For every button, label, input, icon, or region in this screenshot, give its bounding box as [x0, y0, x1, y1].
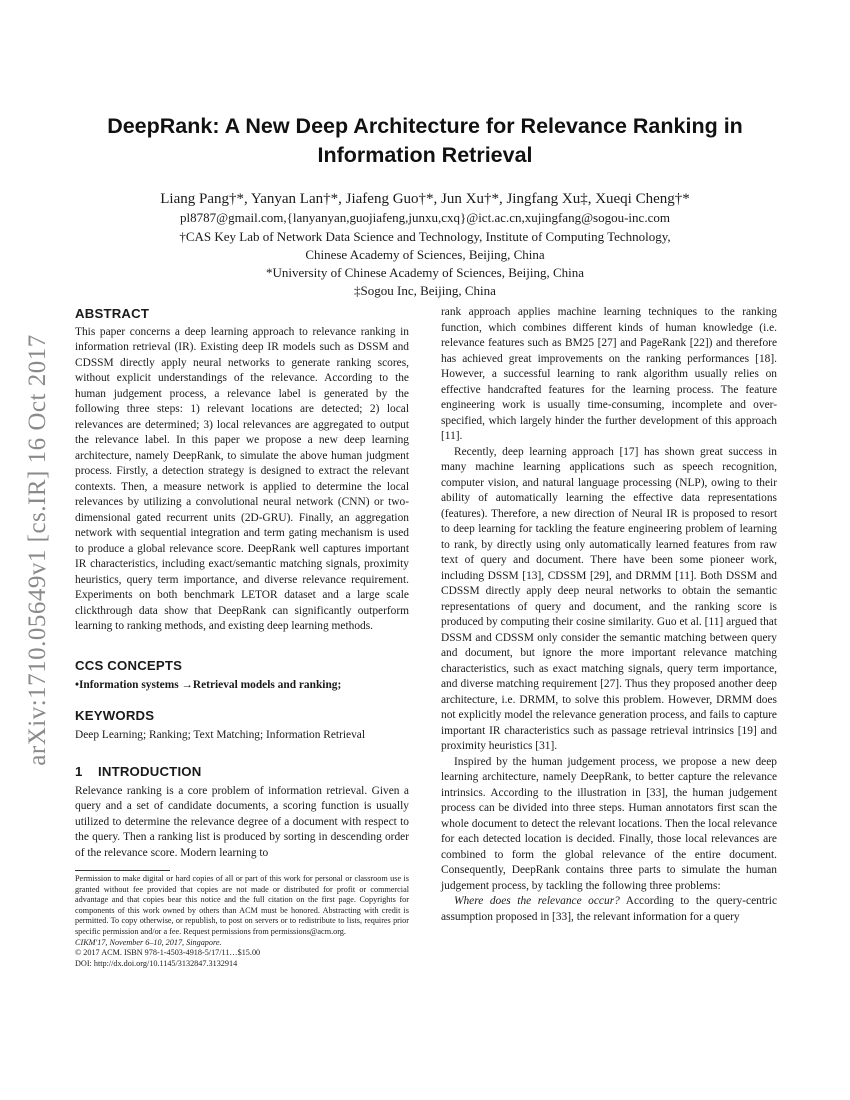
keywords-text: Deep Learning; Ranking; Text Matching; Information Retrieval [75, 728, 366, 741]
intro-paragraph-3: Inspired by the human judgement process, we propose a new deep learning architecture, namely DeepRank, to better capture the relevance intrinsics. According to the illustration in [33], the human judgement process can be divided into three steps. Human annotators first scan the whole document to detect the relevant locations. Then the local relevance for each detected location is decided. Finally, those local relevances are combined to form the global relevance of the entire document. Consequently, DeepRank contains three parts to simulate the human judgement process, by tackling the following three problems: [441, 755, 777, 892]
ccs-section [75, 658, 409, 693]
author-emails: pl8787@gmail.com,{lanyanyan,guojiafeng,junxu,cxq}@ict.ac.cn,xujingfang@sogou-inc.com [180, 210, 670, 225]
keywords-section [75, 708, 409, 743]
arxiv-sidebar-stamp [24, 300, 51, 800]
author-list: Liang Pang†*, Yanyan Lan†*, Jiafeng Guo†*, Jun Xu†*, Jingfang Xu‡, Xueqi Cheng†* [160, 191, 690, 207]
abstract-heading: ABSTRACT [75, 306, 150, 321]
introduction-heading: 1 INTRODUCTION [75, 764, 202, 779]
introduction-section [75, 764, 409, 861]
intro-paragraph-1: Relevance ranking is a core problem of information retrieval. Given a query and a set of candidate documents, a scoring function is usually utilized to determine the relevance degree of a document with respect to the query. Then a ranking list is produced by sorting in descending order of the relevance score. Modern learning to [75, 784, 409, 859]
doi-line: DOI: http://dx.doi.org/10.1145/3132847.3132914 [75, 958, 238, 968]
affiliation-ucas: *University of Chinese Academy of Sciences, Beijing, China [265, 265, 585, 280]
intro-paragraph-4 [441, 894, 777, 925]
ccs-heading: CCS CONCEPTS [75, 658, 183, 673]
abstract-text: This paper concerns a deep learning approach to relevance ranking in information retrieval (IR). Existing deep IR models such as DSSM and CDSSM directly apply neural networks to generate ranking scores, without explicit understandings of the relevance. According to the human judgement process, a relevance label is generated by the following three steps: 1) relevant locations are detected; 2) local relevances are determined; 3) local relevances are aggregated to output the relevance label. In this paper we propose a new deep learning architecture, namely DeepRank, to simulate the above human judgment process. Firstly, a detection strategy is designed to extract the relevant contexts. Then, a measure network is applied to determine the local relevances by utilizing a convolutional neural network (CNN) or two-dimensional gated recurrent units (2D-GRU). Finally, an aggregation network with sequential integration and term gating mechanism is used to produce a global relevance score. DeepRank well captures important IR characteristics, including exact/semantic matching signals, proximity heuristics, query term importance, and diverse relevance requirement. Experiments on both benchmark LETOR dataset and a large scale clickthrough data show that DeepRank can significantly outperform learning to ranking methods, and existing deep learning methods. [75, 325, 409, 632]
question-relevance-occur: Where does the relevance occur? [454, 895, 620, 907]
title-line-1: DeepRank: A New Deep Architecture for Relevance Ranking in [107, 114, 743, 138]
affiliation-cas-location: Chinese Academy of Sciences, Beijing, China [305, 247, 545, 262]
intro-paragraph-1-continued: rank approach applies machine learning techniques to the ranking function, which combines different kinds of human knowledge (i.e. relevance features such as BM25 [27] and PageRank [22]) and therefore has achieved great improvements on the ranking performances [18]. However, a successful learning to rank algorithm usually relies on effective handcrafted features for the learning process. The feature engineering work is usually time-consuming, incomplete and over-specified, which largely hinder the further development of this approach [11]. [441, 306, 777, 442]
right-column [441, 305, 777, 925]
permission-footnote [75, 874, 409, 969]
affiliation-cas: †CAS Key Lab of Network Data Science and Technology, Institute of Computing Technology, [179, 229, 671, 244]
keywords-heading: KEYWORDS [75, 708, 155, 723]
permission-text: Permission to make digital or hard copies of all or part of this work for personal or classroom use is granted without fee provided that copies are not made or distributed for profit or commercial advantage and that copies bear this notice and the full citation on the first page. Copyrights for components of this work owned by others than ACM must be honored. Abstracting with credit is permitted. To copy otherwise, or republish, to post on servers or to redistribute to lists, requires prior specific permission and/or a fee. Request permissions from permissions@acm.org. [75, 874, 409, 936]
paper-title [60, 112, 790, 170]
abstract-section [75, 306, 409, 635]
affiliation-sogou: ‡Sogou Inc, Beijing, China [354, 283, 496, 298]
arxiv-id: arXiv:1710.05649v1 [cs.IR] 16 Oct 2017 [24, 334, 51, 766]
intro-paragraph-4-text: According to the query-centric assumption proposed in [33], the relevant information for a query [441, 895, 778, 923]
footnote-divider [75, 870, 170, 871]
copyright-line: © 2017 ACM. ISBN 978-1-4503-4918-5/17/11…$15.00 [75, 948, 261, 958]
conference-line: CIKM'17, November 6–10, 2017, Singapore. [75, 937, 222, 947]
intro-paragraph-2: Recently, deep learning approach [17] has shown great success in many machine learning applications such as speech recognition, computer vision, and natural language processing (NLP), owing to their ability of automatically learning the effective data representations (features). Therefore, a new direction of Neural IR is proposed to resort to deep learning for tackling the feature engineering problem of learning to rank, by directly using only automatically learned features from raw text of query and document. There have been some pioneer work, including DSSM [13], CDSSM [29], and DRMM [11]. Both DSSM and CDSSM directly apply deep neural networks to obtain the semantic representations of query and document, and the ranking score is produced by computing their cosine similarity. Guo et al. [11] argued that DSSM and CDSSM only consider the semantic matching between query and document, but ignore the more important relevance matching characteristics, such as exact matching signals, query term importance, and diverse matching requirement [27]. Thus they proposed another deep architecture, i.e. DRMM, to solve this problem. However, DRMM does not explicitly model the relevance generation process, and fails to capture important IR characteristics such as passage retrieval intrinsics [19] and proximity heuristics [31]. [441, 445, 777, 752]
ccs-text: •Information systems →Retrieval models and ranking; [75, 678, 342, 691]
title-line-2: Information Retrieval [317, 143, 533, 167]
